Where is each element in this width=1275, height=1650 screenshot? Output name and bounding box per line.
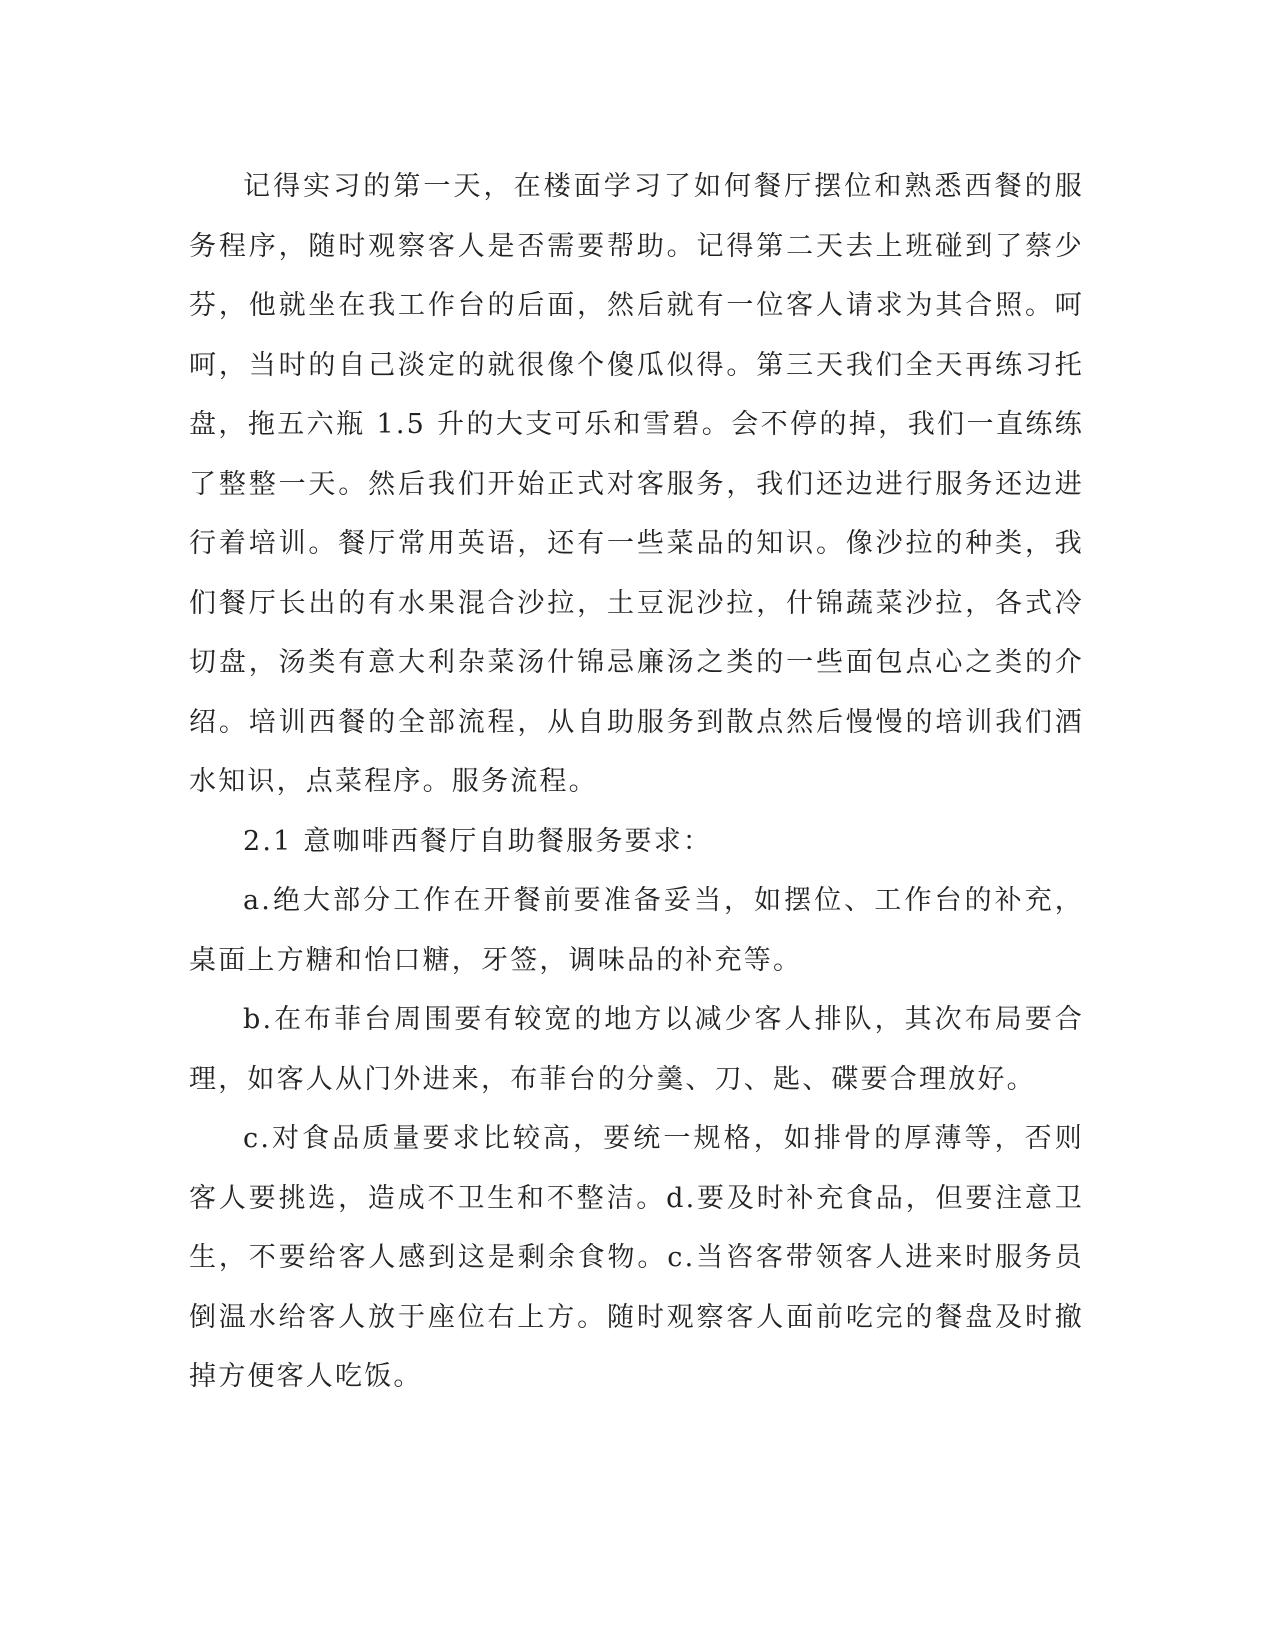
requirement-c: c.对食品质量要求比较高，要统一规格，如排骨的厚薄等，否则客人要挑选，造成不卫生和不整洁。d.要及时补充食品，但要注意卫生，不要给客人感到这是剩余食物。c.当咨客带领客人进来时服务员倒温水给客人放于座位右上方。随时观察客人面前吃完的餐盘及时撤掉方便客人吃饭。 — [189, 1123, 1084, 1392]
document-body — [189, 157, 1084, 1407]
requirement-b: b.在布菲台周围要有较宽的地方以减少客人排队，其次布局要合理，如客人从门外进来，布菲台的分羹、刀、匙、碟要合理放好。 — [189, 1004, 1084, 1095]
requirement-a: a.绝大部分工作在开餐前要准备妥当，如摆位、工作台的补充，桌面上方糖和怡口糖，牙签，调味品的补充等。 — [189, 885, 1084, 976]
section-heading-buffet-requirements: 2.1 意咖啡西餐厅自助餐服务要求： — [243, 825, 713, 857]
paragraph-internship-days: 记得实习的第一天，在楼面学习了如何餐厅摆位和熟悉西餐的服务程序，随时观察客人是否需要帮助。记得第二天去上班碰到了蔡少芬，他就坐在我工作台的后面，然后就有一位客人请求为其合照。呵呵，当时的自己淡定的就很像个傻瓜似得。第三天我们全天再练习托盘，拖五六瓶 1.5 升的大支可乐和雪碧。会不停的掉，我们一直练练了整整一天。然后我们开始正式对客服务，我们还边进行服务还边进行着培训。餐厅常用英语，还有一些菜品的知识。像沙拉的种类，我们餐厅长出的有水果混合沙拉，土豆泥沙拉，什锦蔬菜沙拉，各式冷切盘，汤类有意大利杂菜汤什锦忌廉汤之类的一些面包点心之类的介绍。培训西餐的全部流程，从自助服务到散点然后慢慢的培训我们酒水知识，点菜程序。服务流程。 — [189, 171, 1084, 797]
